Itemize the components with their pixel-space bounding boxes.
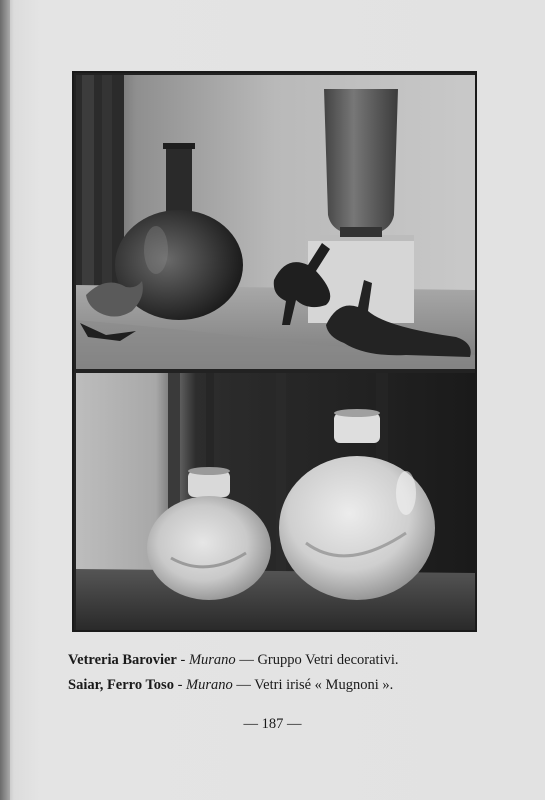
caption-separator: -: [176, 652, 189, 668]
caption-maker: Vetreria Barovier: [68, 652, 177, 668]
book-spine-shadow: [0, 0, 10, 800]
caption-maker: Saiar, Ferro Toso: [68, 677, 174, 693]
photo-saiar-irise-vases: [76, 373, 475, 630]
photo-plate: [72, 71, 477, 632]
photo-barovier-glass-group: [76, 75, 475, 369]
caption-line-1: [68, 652, 498, 669]
caption-separator: —: [235, 652, 258, 668]
caption-separator: —: [232, 677, 255, 693]
caption-place: Murano: [186, 677, 233, 693]
caption-description: Gruppo Vetri decorativi.: [257, 652, 399, 668]
caption-line-2: [68, 677, 498, 694]
caption-separator: -: [173, 677, 187, 693]
caption-description: Vetri irisé « Mugnoni ».: [254, 677, 394, 693]
page-number: — 187 —: [243, 716, 302, 732]
caption-place: Murano: [188, 652, 236, 668]
